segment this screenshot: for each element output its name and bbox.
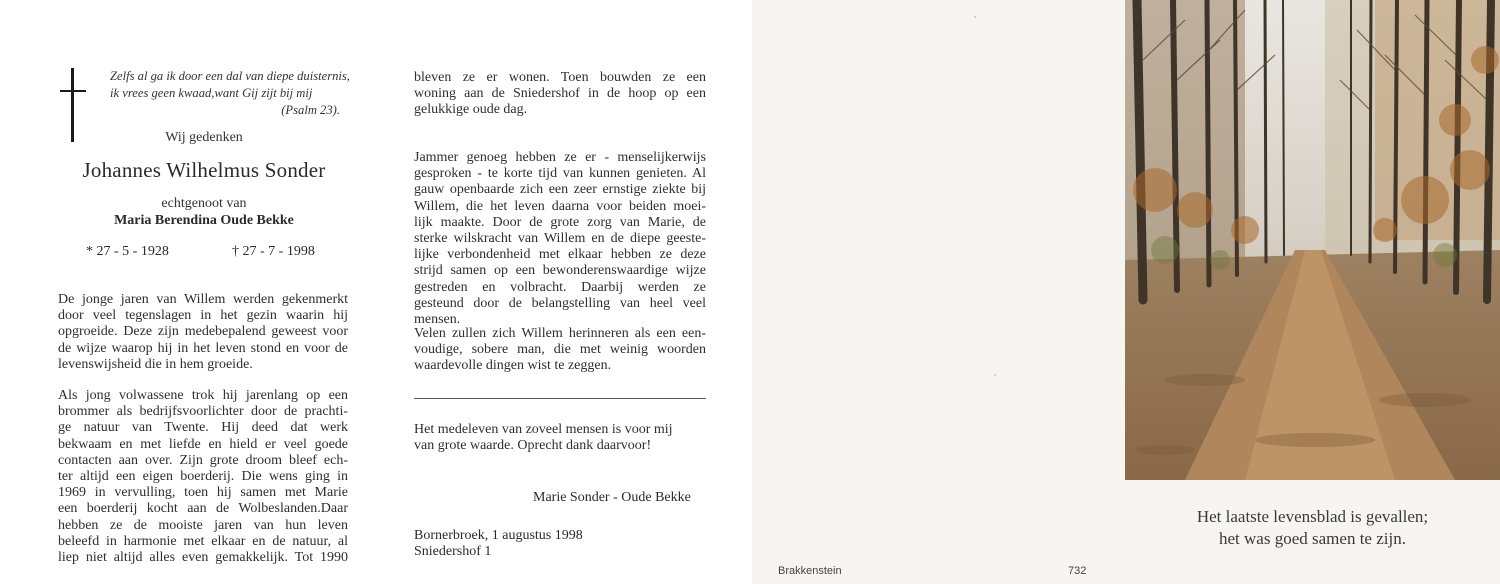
text-line: lijk maakte. Door de grote zorg van Marie, de: [414, 214, 706, 230]
thanks-note: [414, 422, 714, 454]
text-line: beleefd in harmonie met elkaar en de natuur, al: [58, 533, 348, 549]
paragraph-illness: [414, 150, 706, 328]
text-line: hebben ze de mooiste jaren van hun leven: [58, 517, 348, 533]
divider-line: [414, 398, 706, 399]
text-line: gauw openbaarde zich een zeer ernstige ziekte bij: [414, 182, 706, 198]
text-line: door veel tegenslagen in het gezin waarin hij: [58, 308, 348, 324]
birth-date: * 27 - 5 - 1928: [86, 244, 169, 259]
remember-heading: Wij gedenken: [165, 130, 243, 145]
text-line: gestreden en volbracht. Daarbij werden ze: [414, 279, 706, 295]
text-line: Jammer genoeg hebben ze er - menselijkerwijs: [414, 150, 706, 165]
text-line: ter altijd een eigen boerderij. Die wens ging in: [58, 469, 348, 485]
text-line: opgroeide. Deze zijn medebepalend geweest voor: [58, 324, 348, 340]
publisher-name: Brakkenstein: [778, 565, 842, 577]
text-line: 1969 in vervulling, toen hij samen met Marie: [58, 485, 348, 501]
autumn-forest-path-photo: [1125, 0, 1500, 480]
text-line: Als jong volwassene trok hij jarenlang op een: [58, 388, 348, 403]
paragraph-remembrance: [414, 326, 706, 375]
paragraph-new-home: [414, 70, 706, 119]
signature: Marie Sonder - Oude Bekke: [533, 490, 691, 505]
psalm-line-2: ik vrees geen kwaad,want Gij zijt bij mij: [110, 86, 313, 100]
text-line: waardevolle dingen wist te zeggen.: [414, 358, 612, 374]
psalm-line-1: Zelfs al ga ik door een dal van diepe duisternis,: [110, 69, 350, 83]
text-line: ge natuur van Twente. Hij deed dat werk: [58, 420, 348, 436]
text-line: de wijze waarop hij in het leven stond en voor de: [58, 340, 348, 356]
text-line: gelukkige oude dag.: [414, 102, 528, 118]
text-line: levenswijsheid die in hem groeide.: [58, 356, 253, 372]
text-line: contacten aan over. Zijn grote droom bleef ech-: [58, 452, 348, 468]
paper-speck: [994, 374, 996, 376]
spouse-name: Maria Berendina Oude Bekke: [114, 213, 294, 228]
caption-line-1: Het laatste levensblad is gevallen;: [1196, 507, 1429, 526]
card-caption: [1125, 506, 1500, 550]
death-date: † 27 - 7 - 1998: [232, 244, 315, 259]
text-line: sterke wilskracht van Willem en de diepe geeste-: [414, 231, 706, 247]
place-and-address: [414, 528, 583, 560]
paper-speck: [974, 16, 976, 18]
paragraph-youth: [58, 292, 348, 373]
paragraph-career: [58, 388, 348, 566]
text-line: van grote waarde. Oprecht dank daarvoor!: [414, 438, 652, 454]
card-number: 732: [1068, 565, 1087, 577]
text-line: brommer als bedrijfsvoorlichter door de prachti-: [58, 404, 348, 420]
text-line: bekwaam en met liefde en hield er veel goede: [58, 436, 348, 452]
deceased-name: Johannes Wilhelmus Sonder: [82, 158, 326, 182]
text-line: De jonge jaren van Willem werden gekenmerkt: [58, 292, 348, 307]
caption-line-2: het was goed samen te zijn.: [1219, 529, 1406, 548]
text-line: woning aan de Sniedershof in de hoop op een: [414, 86, 706, 102]
psalm-reference: (Psalm 23).: [281, 103, 340, 117]
text-line: strijd samen op een bewonderenswaardige wijze: [414, 263, 706, 279]
address: Sniedershof 1: [414, 544, 492, 559]
text-line: bleven ze er wonen. Toen bouwden ze een: [414, 70, 706, 85]
psalm-quote: [110, 68, 350, 119]
spouse-label: echtgenoot van: [161, 196, 247, 211]
text-line: liep niet altijd alles even gemakkelijk. Tot 1990: [58, 550, 348, 566]
text-line: gesproken - te korte tijd van kunnen genieten. Al: [414, 166, 706, 182]
text-line: Willem, die het leven daarna voor beiden moei-: [414, 198, 706, 214]
text-line: gesteund door de belangstelling van heel veel: [414, 295, 706, 311]
text-line: voudige, sobere man, die met weinig woorden: [414, 342, 706, 358]
text-line: Velen zullen zich Willem herinneren als een een-: [414, 326, 706, 341]
text-line: Het medeleven van zoveel mensen is voor mij: [414, 422, 673, 437]
text-line: lijke verbondenheid met elkaar hebben ze deze: [414, 247, 706, 263]
text-line: een boerderij kocht aan de Wolbeslanden.Daar: [58, 501, 348, 517]
place-date: Bornerbroek, 1 augustus 1998: [414, 528, 583, 543]
text-line: mensen.: [414, 312, 461, 328]
